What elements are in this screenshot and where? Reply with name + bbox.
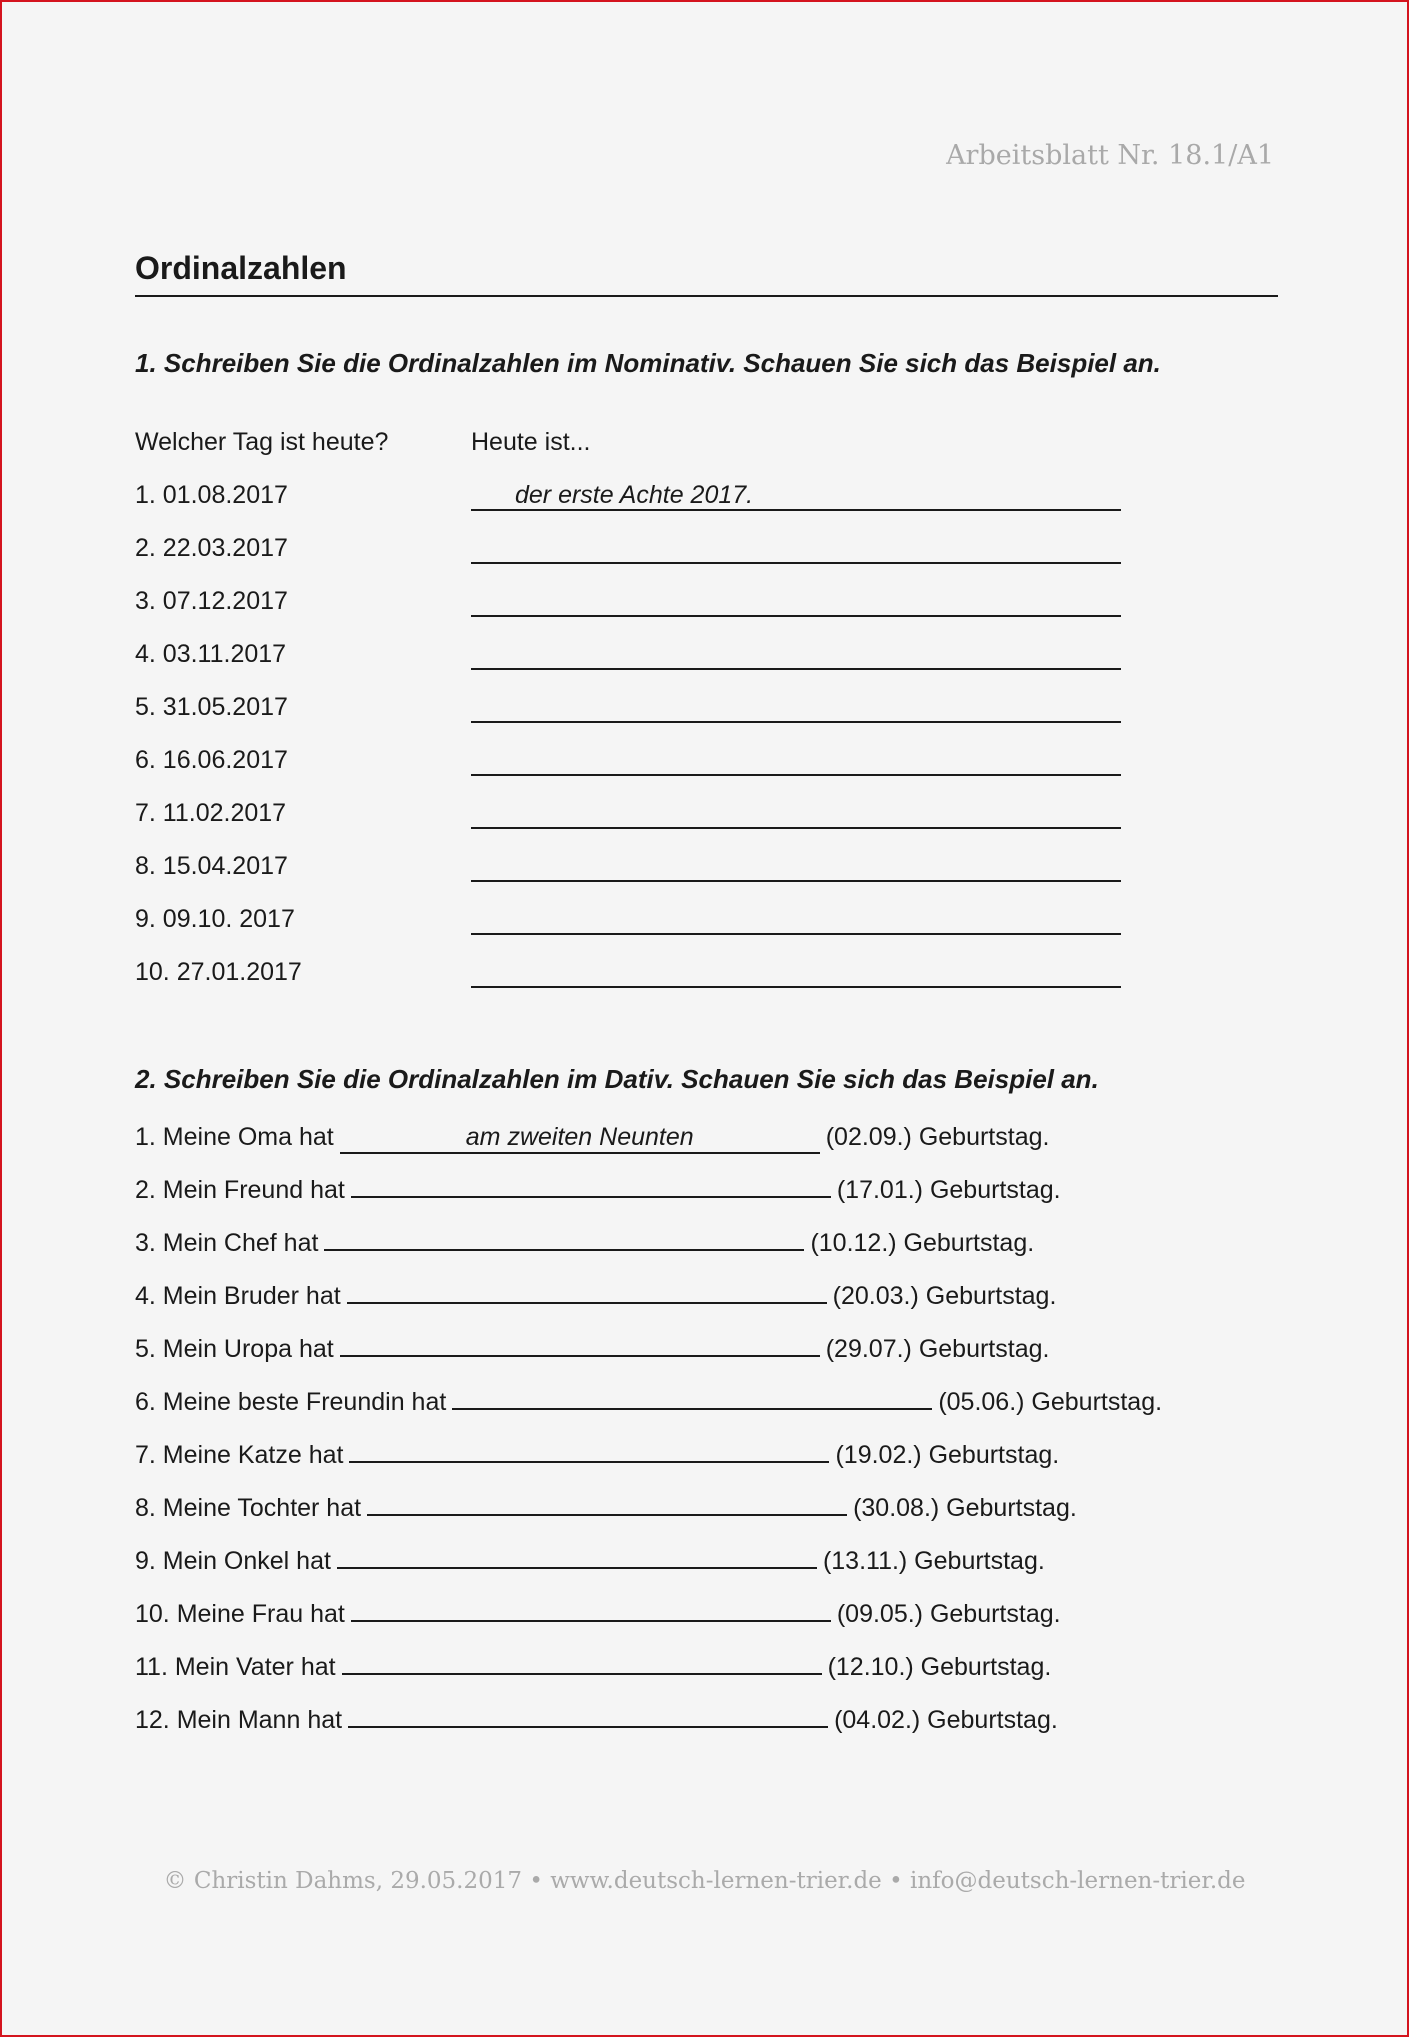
sentence-start: 9. Mein Onkel hat (135, 1547, 331, 1575)
date-label: 1. 01.08.2017 (135, 481, 288, 509)
exercise-2-row (135, 1700, 1058, 1740)
sentence-start: 8. Meine Tochter hat (135, 1494, 362, 1522)
date-label: 2. 22.03.2017 (135, 534, 288, 562)
date-label: 7. 11.02.2017 (135, 799, 287, 827)
sentence-end: (12.10.) Geburtstag. (827, 1653, 1052, 1681)
date-label: 10. 27.01.2017 (135, 958, 302, 986)
answer-line[interactable] (471, 615, 1121, 617)
sentence-start: 7. Meine Katze hat (135, 1441, 344, 1469)
answer-line[interactable] (337, 1566, 817, 1569)
answer-line[interactable] (351, 1195, 831, 1198)
sentence-start: 3. Mein Chef hat (135, 1229, 319, 1257)
date-label: 8. 15.04.2017 (135, 852, 288, 880)
sentence-start: 10. Meine Frau hat (135, 1600, 345, 1628)
exercise-2-row (135, 1329, 1049, 1369)
exercise-2-row (135, 1170, 1061, 1210)
answer-line[interactable] (471, 774, 1121, 776)
answer-line[interactable] (349, 1460, 829, 1463)
footer-copyright: © Christin Dahms, 29.05.2017 • www.deutsch-lernen-trier.de • info@deutsch-lernen-trier.de (163, 1868, 1246, 1894)
date-label: 9. 09.10. 2017 (135, 905, 295, 933)
answer-line[interactable] (471, 880, 1121, 882)
answer-line[interactable] (351, 1619, 831, 1622)
column-header-question: Welcher Tag ist heute? (135, 428, 389, 456)
example-answer: der erste Achte 2017. (515, 481, 754, 509)
answer-line[interactable] (347, 1301, 827, 1304)
date-label: 5. 31.05.2017 (135, 693, 288, 721)
sentence-end: (29.07.) Geburtstag. (825, 1335, 1050, 1363)
sentence-end: (30.08.) Geburtstag. (853, 1494, 1077, 1522)
exercise-2-row (135, 1223, 1034, 1263)
sentence-end: (19.02.) Geburtstag. (835, 1441, 1060, 1469)
exercise-2-instruction: 2. Schreiben Sie die Ordinalzahlen im Dativ. Schauen Sie sich das Beispiel an. (135, 1064, 1099, 1094)
exercise-2-row (135, 1594, 1061, 1634)
sentence-end: (10.12.) Geburtstag. (810, 1229, 1035, 1257)
exercise-2-row (135, 1488, 1077, 1528)
sentence-start: 12. Mein Mann hat (135, 1706, 343, 1734)
sentence-end: (09.05.) Geburtstag. (836, 1600, 1061, 1628)
sentence-end: (20.03.) Geburtstag. (832, 1282, 1057, 1310)
answer-line[interactable] (471, 933, 1121, 935)
sentence-start: 6. Meine beste Freundin hat (135, 1388, 447, 1416)
exercise-2-row (135, 1117, 1049, 1157)
answer-line[interactable] (471, 562, 1121, 564)
answer-line[interactable] (342, 1672, 822, 1675)
answer-line[interactable] (471, 827, 1121, 829)
sentence-start: 11. Mein Vater hat (135, 1653, 336, 1681)
sentence-end: (02.09.) Geburtstag. (825, 1123, 1050, 1151)
sentence-start: 1. Meine Oma hat (135, 1123, 334, 1151)
sentence-start: 5. Mein Uropa hat (135, 1335, 334, 1363)
sentence-end: (05.06.) Geburtstag. (938, 1388, 1163, 1416)
sentence-end: (17.01.) Geburtstag. (836, 1176, 1061, 1204)
answer-line[interactable] (340, 1354, 820, 1357)
answer-line[interactable] (452, 1407, 932, 1410)
column-header-answer: Heute ist... (471, 428, 591, 456)
sheet-number: Arbeitsblatt Nr. 18.1/A1 (946, 140, 1274, 171)
sentence-end: (04.02.) Geburtstag. (834, 1706, 1058, 1734)
sentence-start: 4. Mein Bruder hat (135, 1282, 341, 1310)
exercise-2-row (135, 1541, 1045, 1581)
answer-line[interactable] (348, 1725, 828, 1728)
exercise-2-row (135, 1382, 1162, 1422)
page-title: Ordinalzahlen (135, 250, 1278, 297)
answer-line[interactable] (471, 986, 1121, 988)
date-label: 6. 16.06.2017 (135, 746, 288, 774)
answer-line[interactable] (471, 668, 1121, 670)
example-answer: am zweiten Neunten (340, 1122, 820, 1154)
exercise-2-row (135, 1435, 1059, 1475)
exercise-2-row (135, 1276, 1056, 1316)
answer-line[interactable] (471, 721, 1121, 723)
sentence-end: (13.11.) Geburtstag. (822, 1547, 1045, 1575)
date-label: 4. 03.11.2017 (135, 640, 287, 668)
exercise-1-instruction: 1. Schreiben Sie die Ordinalzahlen im Nominativ. Schauen Sie sich das Beispiel an. (135, 348, 1161, 378)
exercise-2-row (135, 1647, 1051, 1687)
answer-line[interactable] (367, 1513, 847, 1516)
date-label: 3. 07.12.2017 (135, 587, 288, 615)
answer-line[interactable] (324, 1248, 804, 1251)
sentence-start: 2. Mein Freund hat (135, 1176, 345, 1204)
